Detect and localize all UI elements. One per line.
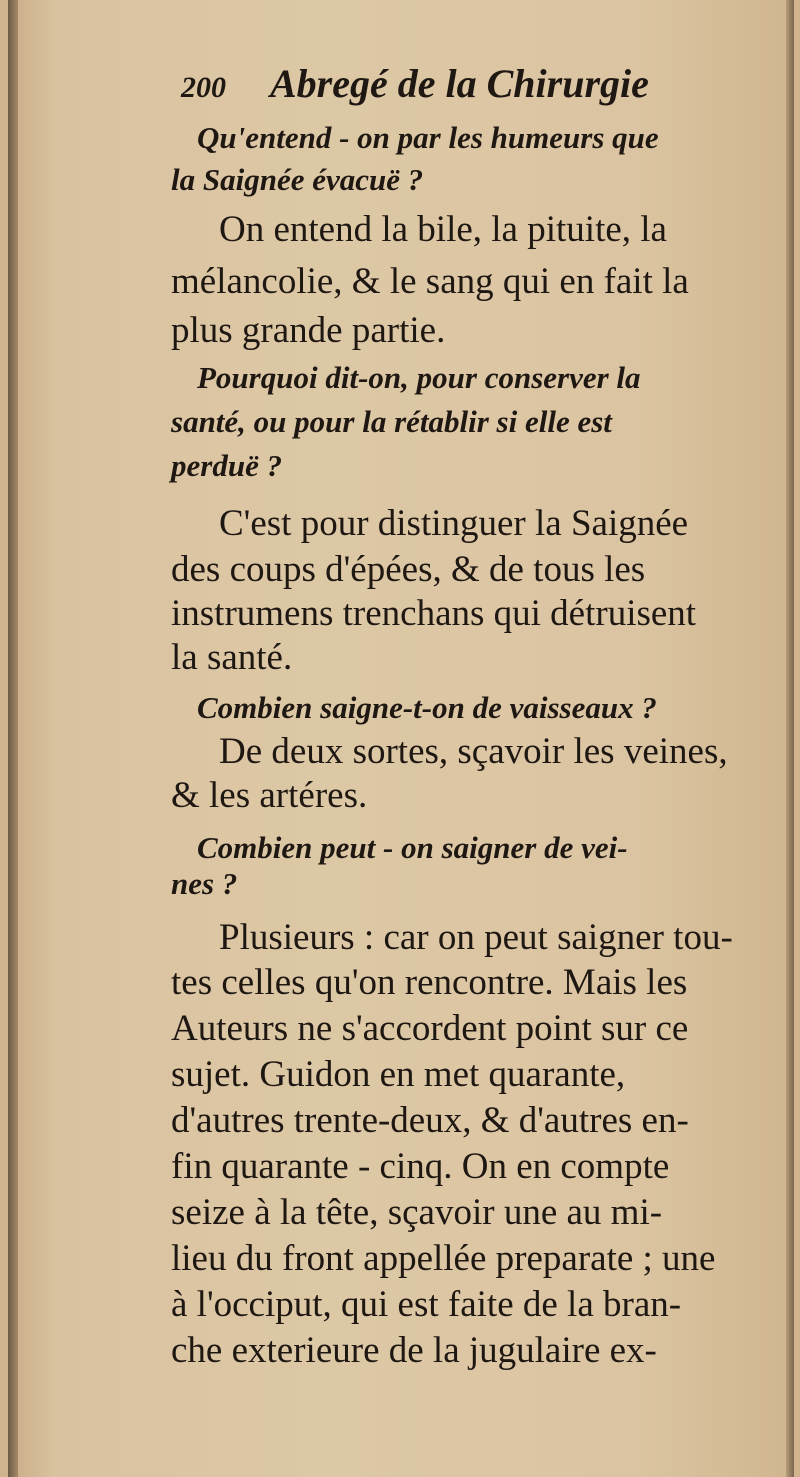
question-line: santé, ou pour la rétablir si elle est <box>171 404 612 439</box>
answer-line: sujet. Guidon en met quarante, <box>171 1054 626 1095</box>
question-line: Pourquoi dit-on, pour conserver la <box>197 360 641 395</box>
page-binding-edge <box>8 0 18 1477</box>
answer-line: De deux sortes, sçavoir les veines, <box>219 731 728 772</box>
answer-line: che exterieure de la jugulaire ex- <box>171 1330 657 1371</box>
answer-line: fin quarante - cinq. On en compte <box>171 1146 670 1187</box>
question-line: nes ? <box>171 866 238 901</box>
answer-line: la santé. <box>171 637 293 678</box>
answer-line: à l'occiput, qui est faite de la bran- <box>171 1284 682 1325</box>
running-title: Abregé de la Chirurgie <box>270 61 649 106</box>
answer-line: des coups d'épées, & de tous les <box>171 549 646 590</box>
answer-line: lieu du front appellée preparate ; une <box>171 1238 716 1279</box>
question-line: Combien saigne-t-on de vaisseaux ? <box>197 690 657 725</box>
page-text <box>171 60 781 1374</box>
question-line: la Saignée évacuë ? <box>171 162 424 197</box>
question-line: Combien peut - on saigner de vei- <box>197 830 628 865</box>
answer-line: seize à la tête, sçavoir une au mi- <box>171 1192 663 1233</box>
answer-line: Plusieurs : car on peut saigner tou- <box>219 917 733 958</box>
answer-line: C'est pour distinguer la Saignée <box>219 503 689 544</box>
answer-line: Auteurs ne s'accordent point sur ce <box>171 1008 689 1049</box>
page-outer-edge <box>786 0 794 1477</box>
page-number: 200 <box>181 71 226 104</box>
answer-line: On entend la bile, la pituite, la <box>219 209 667 250</box>
book-page <box>8 0 794 1477</box>
answer-line: plus grande partie. <box>171 310 446 351</box>
answer-line: d'autres trente-deux, & d'autres en- <box>171 1100 689 1141</box>
answer-line: tes celles qu'on rencontre. Mais les <box>171 962 688 1003</box>
question-line: Qu'entend - on par les humeurs que <box>197 120 659 155</box>
answer-line: & les artéres. <box>171 775 368 816</box>
answer-line: instrumens trenchans qui détruisent <box>171 593 697 634</box>
question-line: perduë ? <box>171 448 283 483</box>
running-header <box>181 60 781 118</box>
answer-line: mélancolie, & le sang qui en fait la <box>171 261 689 302</box>
